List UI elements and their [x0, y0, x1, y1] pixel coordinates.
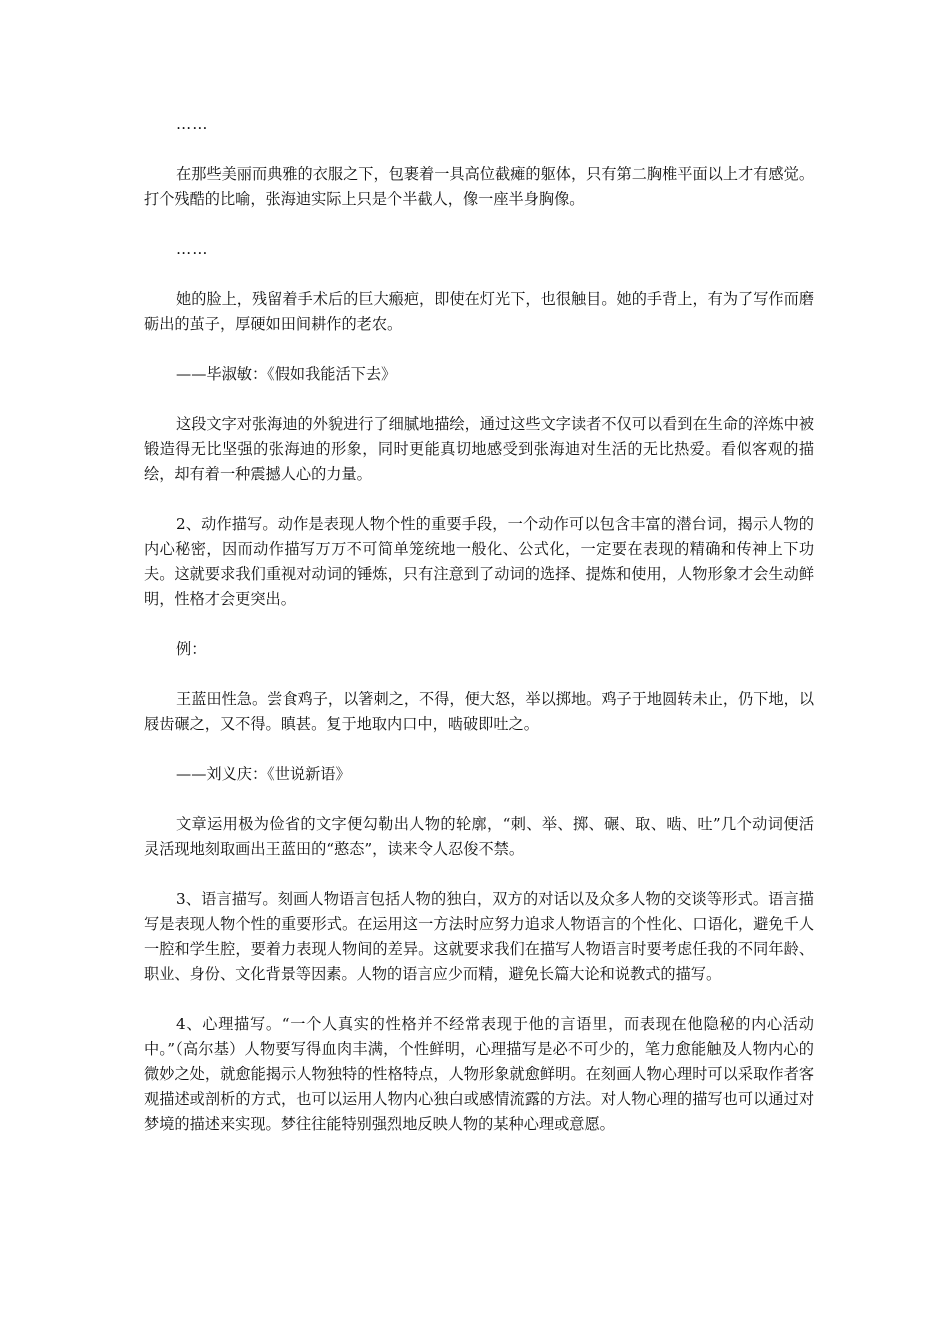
section-psychological-description: 4、心理描写。“一个人真实的性格并不经常表现于他的言语里，而表现在他隐秘的内心活动中。”（高尔基）人物要写得血肉丰满，个性鲜明，心理描写是必不可少的，笔力愈能触及人物内心的微妙之处，就愈能揭示人物独特的性格特点，人物形象就愈鲜明。在刻画人物心理时可以采取作者客观描述或剖析的方式，也可以运用人物内心独白或感情流露的方法。对人物心理的描写也可以通过对梦境的描述来实现。梦往往能特别强烈地反映人物的某种心理或意愿。 — [144, 1015, 814, 1133]
source-citation: ——毕淑敏：《假如我能活下去》 — [176, 365, 397, 383]
analysis-paragraph: 文章运用极为俭省的文字便勾勒出人物的轮廓，“刺、举、掷、碾、取、啮、吐”几个动词便活灵活现地刻取画出王蓝田的“憨态”，读来令人忍俊不禁。 — [144, 815, 814, 858]
example-label: 例： — [176, 640, 207, 658]
section-language-description: 3、语言描写。刻画人物语言包括人物的独白，双方的对话以及众多人物的交谈等形式。语言描写是表现人物个性的重要形式。在运用这一方法时应努力追求人物语言的个性化、口语化，避免千人一腔和学生腔，要着力表现人物间的差异。这就要求我们在描写人物语言时要考虑任我的不同年龄、职业、身份、文化背景等因素。人物的语言应少而精，避免长篇大论和说教式的描写。 — [144, 890, 814, 983]
quoted-paragraph: 她的脸上，残留着手术后的巨大瘢疤，即使在灯光下，也很触目。她的手背上，有为了写作而磨砺出的茧子，厚硬如田间耕作的老农。 — [144, 290, 814, 333]
document-body — [144, 112, 814, 1162]
source-citation: ——刘义庆：《世说新语》 — [176, 765, 351, 783]
quoted-paragraph: 王蓝田性急。尝食鸡子，以箸刺之，不得，便大怒，举以掷地。鸡子于地圆转未止，仍下地，以屐齿碾之，又不得。瞋甚。复于地取内口中，啮破即吐之。 — [144, 690, 814, 733]
section-action-description: 2、动作描写。动作是表现人物个性的重要手段，一个动作可以包含丰富的潜台词，揭示人物的内心秘密，因而动作描写万万不可简单笼统地一般化、公式化，一定要在表现的精确和传神上下功夫。这就要求我们重视对动词的锤炼，只有注意到了动词的选择、提炼和使用，人物形象才会生动鲜明，性格才会更突出。 — [144, 515, 814, 608]
analysis-paragraph: 这段文字对张海迪的外貌进行了细腻地描绘，通过这些文字读者不仅可以看到在生命的淬炼中被锻造得无比坚强的张海迪的形象，同时更能真切地感受到张海迪对生活的无比热爱。看似客观的描绘，却有着一种震撼人心的力量。 — [144, 415, 814, 483]
quoted-paragraph: 在那些美丽而典雅的衣服之下，包裹着一具高位截瘫的躯体，只有第二胸椎平面以上才有感觉。打个残酷的比喻，张海迪实际上只是个半截人，像一座半身胸像。 — [144, 165, 814, 208]
ellipsis-marker: …… — [176, 115, 209, 133]
ellipsis-marker: …… — [176, 240, 209, 258]
